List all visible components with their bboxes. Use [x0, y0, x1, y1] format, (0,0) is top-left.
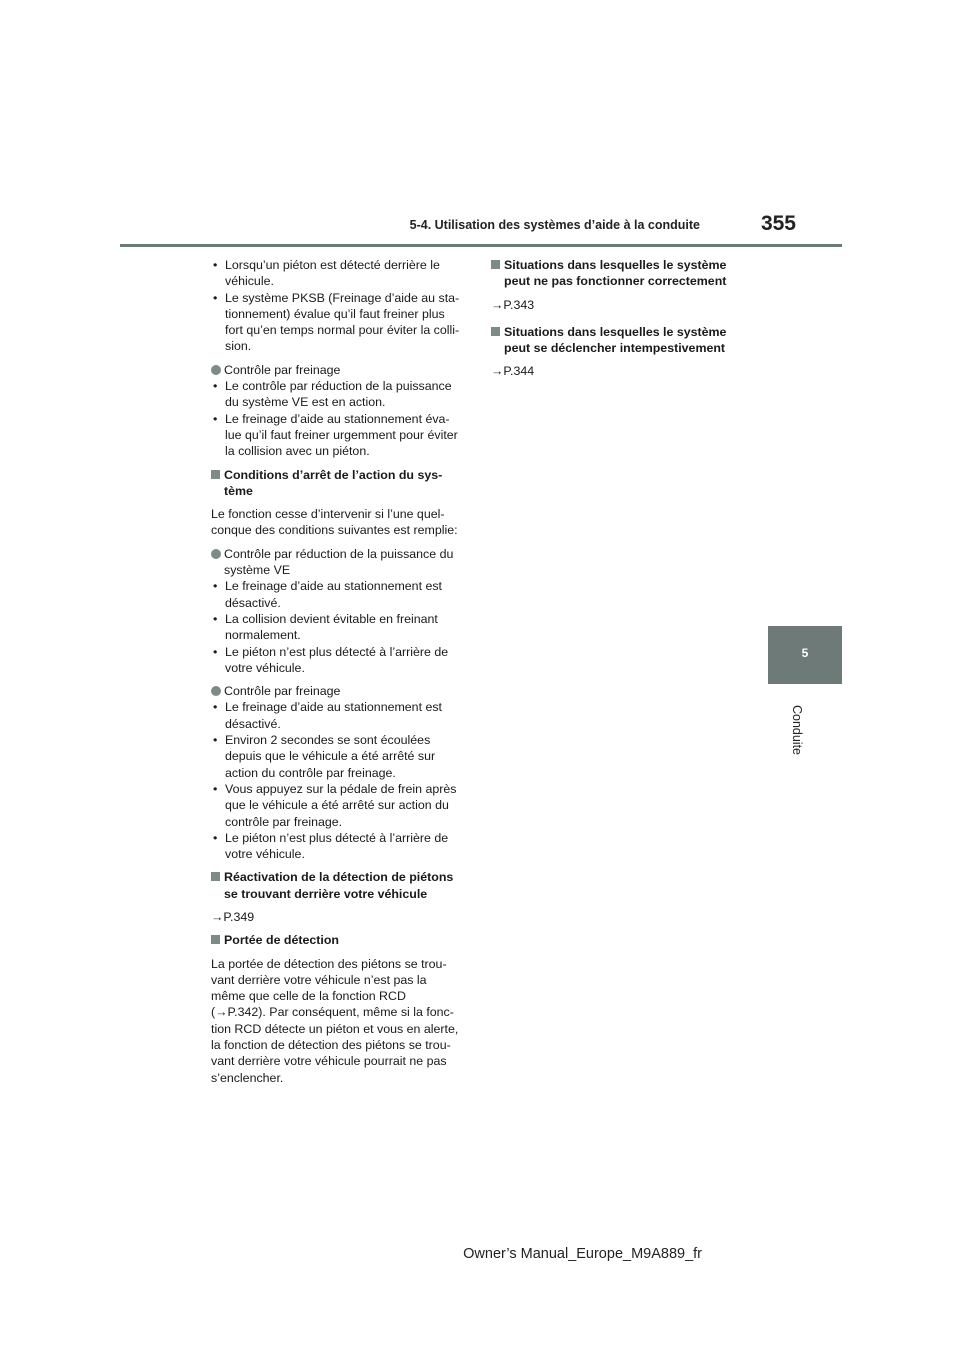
chapter-label: Conduite: [790, 704, 804, 756]
chapter-number: 5: [801, 646, 809, 660]
bullet-item: • Le freinage d’aide au stationnement éva- lue qu’il faut freiner urgemment pour éviter la collision avec un piéton.: [213, 411, 458, 459]
square-bullet-icon: [211, 872, 220, 881]
bullet-item: • Le freinage d’aide au stationnement est désactivé.: [213, 700, 442, 731]
square-bullet-icon: [491, 260, 500, 269]
circle-block: [211, 362, 469, 460]
bullet-item: • Le piéton n’est plus détecté à l’arrière de votre véhicule.: [213, 644, 449, 675]
header-rule: [120, 244, 842, 247]
circle-bullet-icon: [211, 686, 221, 696]
paragraph: La portée de détection des piétons se trou- vant derrière votre véhicule n’est pas la même que celle de la fonction RCD (→P.342). Par conséquent, même si la fonc- tion RCD détecte un piéton et vous en alerte, la fonction de détection des piétons se trou- vant derrière votre véhicule pourrait ne pas s’enclencher.: [211, 956, 459, 1085]
bullet-item: • Lorsqu’un piéton est détecté derrière le véhicule.: [213, 258, 440, 289]
section-block: Situations dans lesquelles le système peut ne pas fonctionner correctement: [491, 257, 751, 290]
circle-block: Contrôle par réduction de la puissance du système VE • Le freinage d’aide au stationnement est désactivé. • La collision devient évitable en freinant normalement. • Le piéton n’est plus détecté à l’arrière de votre véhicule.: [211, 546, 469, 676]
section-header: 5-4. Utilisation des systèmes d’aide à la conduite: [409, 218, 700, 232]
page-reference: →P.343: [491, 297, 535, 312]
section-title: Portée de détection: [224, 933, 339, 948]
chapter-tab: [768, 626, 842, 684]
bullet-block: [211, 257, 469, 355]
square-bullet-icon: [211, 935, 220, 944]
subheading: Contrôle par freinage: [224, 684, 341, 699]
bullet-item: • Le système PKSB (Freinage d’aide au sta- tionnement) évalue qu’il faut freiner plus fort qu’en temps normal pour éviter la colli- sion.: [213, 290, 460, 354]
circle-bullet-icon: [211, 365, 221, 375]
square-bullet-icon: [491, 327, 500, 336]
subheading: Contrôle par réduction de la puissance du: [224, 546, 454, 561]
circle-bullet-icon: [211, 549, 221, 559]
subheading: Contrôle par freinage: [224, 362, 341, 377]
section-block: [211, 932, 469, 948]
page-number: 355: [760, 212, 796, 235]
bullet-item: • La collision devient évitable en freinant normalement.: [213, 611, 438, 643]
right-column: [491, 257, 751, 387]
section-title: Réactivation de la détection de piétons: [224, 870, 454, 885]
section-title: Situations dans lesquelles le système: [504, 324, 727, 339]
bullet-item: • Le freinage d’aide au stationnement est désactivé.: [213, 579, 442, 610]
bullet-item: • Le contrôle par réduction de la puissance du système VE est en action.: [213, 379, 452, 410]
section-title: Situations dans lesquelles le système: [504, 258, 727, 272]
page-reference: →P.344: [491, 364, 535, 379]
paragraph: Le fonction cesse d’intervenir si l’une quel- conque des conditions suivantes est remplie:: [211, 507, 458, 538]
section-block: Conditions d’arrêt de l’action du sys- tème: [211, 467, 469, 500]
section-title: Conditions d’arrêt de l’action du sys-: [224, 467, 443, 482]
square-bullet-icon: [211, 470, 220, 479]
page-reference: →P.349: [211, 909, 255, 924]
section-block: Réactivation de la détection de piétons se trouvant derrière votre véhicule: [211, 869, 469, 902]
bullet-item: • Environ 2 secondes se sont écoulées depuis que le véhicule a été arrêté sur action du contrôle par freinage.: [213, 733, 436, 780]
bullet-item: • Le piéton n’est plus détecté à l’arrière de votre véhicule.: [213, 830, 449, 862]
left-column: [211, 257, 469, 1093]
bullet-item: • Vous appuyez sur la pédale de frein après que le véhicule a été arrêté sur action du contrôle par freinage.: [213, 781, 457, 829]
footer-text: Owner’s Manual_Europe_M9A889_fr: [463, 1246, 702, 1262]
section-block: Situations dans lesquelles le système peut se déclencher intempestivement: [491, 324, 751, 357]
circle-block: [211, 683, 469, 862]
